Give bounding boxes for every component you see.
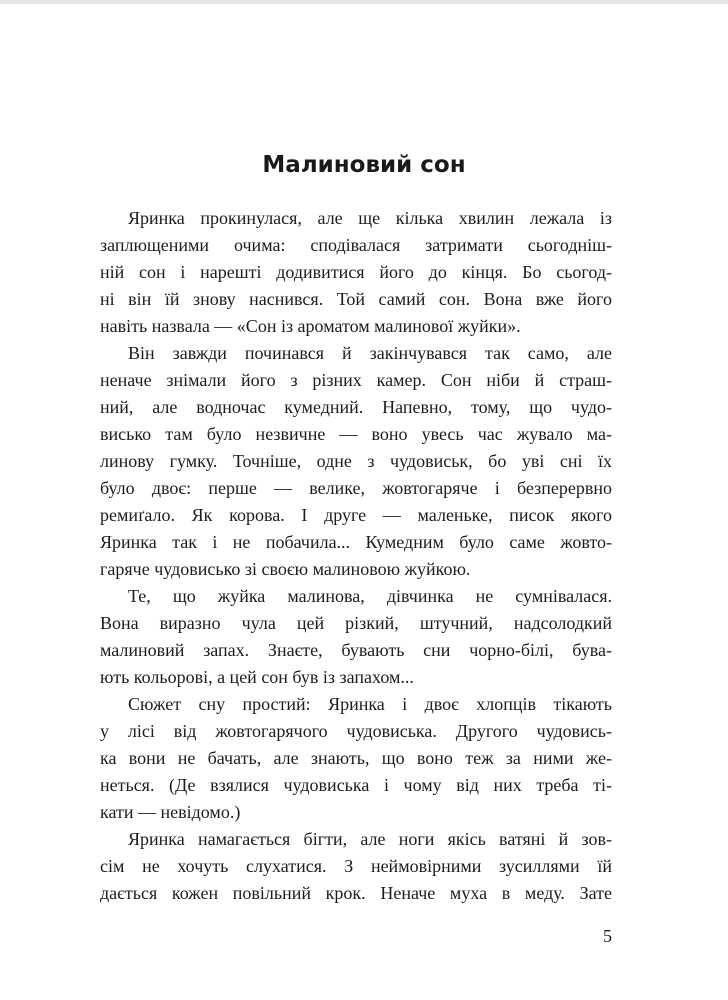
text-line: Сюжет сну простий: Яринка і двоє хлопців тікають xyxy=(128,694,612,714)
text-line: малиновий запах. Знаєте, бувають сни чорно-білі, бува- xyxy=(100,640,612,660)
text-line: сім не хочуть слухатися. З неймовірними зусиллями їй xyxy=(100,856,612,876)
text-line: ній сон і нарешті додивитися його до кінця. Бо сьогод- xyxy=(100,262,612,282)
text-line: линову гумку. Точніше, одне з чудовиськ, бо уві сні їх xyxy=(100,451,612,471)
text-line: Яринка намагається бігти, але ноги якісь ватяні й зов- xyxy=(128,829,612,849)
text-line: ні він їй знову наснився. Той самий сон. Вона вже його xyxy=(100,289,612,309)
top-edge-rule xyxy=(0,0,728,4)
text-line: заплющеними очима: сподівалася затримати сьогодніш- xyxy=(100,235,612,255)
text-line: ремиґало. Як корова. І друге — маленьке, писок якого xyxy=(100,505,612,525)
text-line: гаряче чудовисько зі своєю малиновою жуйкою. xyxy=(100,559,471,579)
text-line: ний, але водночас кумедний. Напевно, тому, що чудо- xyxy=(100,397,612,417)
text-line: висько там було незвичне — воно увесь час жувало ма- xyxy=(100,424,612,444)
text-line: Він завжди починався й закінчувався так само, але xyxy=(128,343,612,363)
text-line: ють кольорові, а цей сон був із запахом... xyxy=(100,667,414,687)
page-number: 5 xyxy=(603,926,612,946)
text-line: було двоє: перше — велике, жовтогаряче і безперервно xyxy=(100,478,612,498)
text-line: ка вони не бачать, але знають, що воно теж за ними же- xyxy=(100,748,612,768)
text-line: у лісі від жовтогарячого чудовиська. Другого чудовись- xyxy=(100,721,612,741)
text-line: неться. (Де взялися чудовиська і чому від них треба ті- xyxy=(100,775,612,795)
text-line: кати — невідомо.) xyxy=(100,802,241,822)
paragraph xyxy=(100,826,612,907)
text-line: Яринка так і не побачила... Кумедним було саме жовто- xyxy=(100,532,612,552)
body-text xyxy=(100,205,612,907)
text-line: Вона виразно чула цей різкий, штучний, надсолодкий xyxy=(100,613,612,633)
paragraph xyxy=(100,583,612,691)
text-line: навіть назвала — «Сон із ароматом малинової жуйки». xyxy=(100,316,521,336)
text-line: неначе знімали його з різних камер. Сон ніби й страш- xyxy=(100,370,612,390)
paragraph xyxy=(100,340,612,583)
text-line: Яринка прокинулася, але ще кілька хвилин лежала із xyxy=(128,208,612,228)
paragraph xyxy=(100,205,612,340)
text-line: дається кожен повільний крок. Неначе муха в меду. Зате xyxy=(100,883,612,903)
text-line: Те, що жуйка малинова, дівчинка не сумнівалася. xyxy=(128,586,612,606)
paragraph xyxy=(100,691,612,826)
chapter-title: Малиновий сон xyxy=(262,152,466,178)
